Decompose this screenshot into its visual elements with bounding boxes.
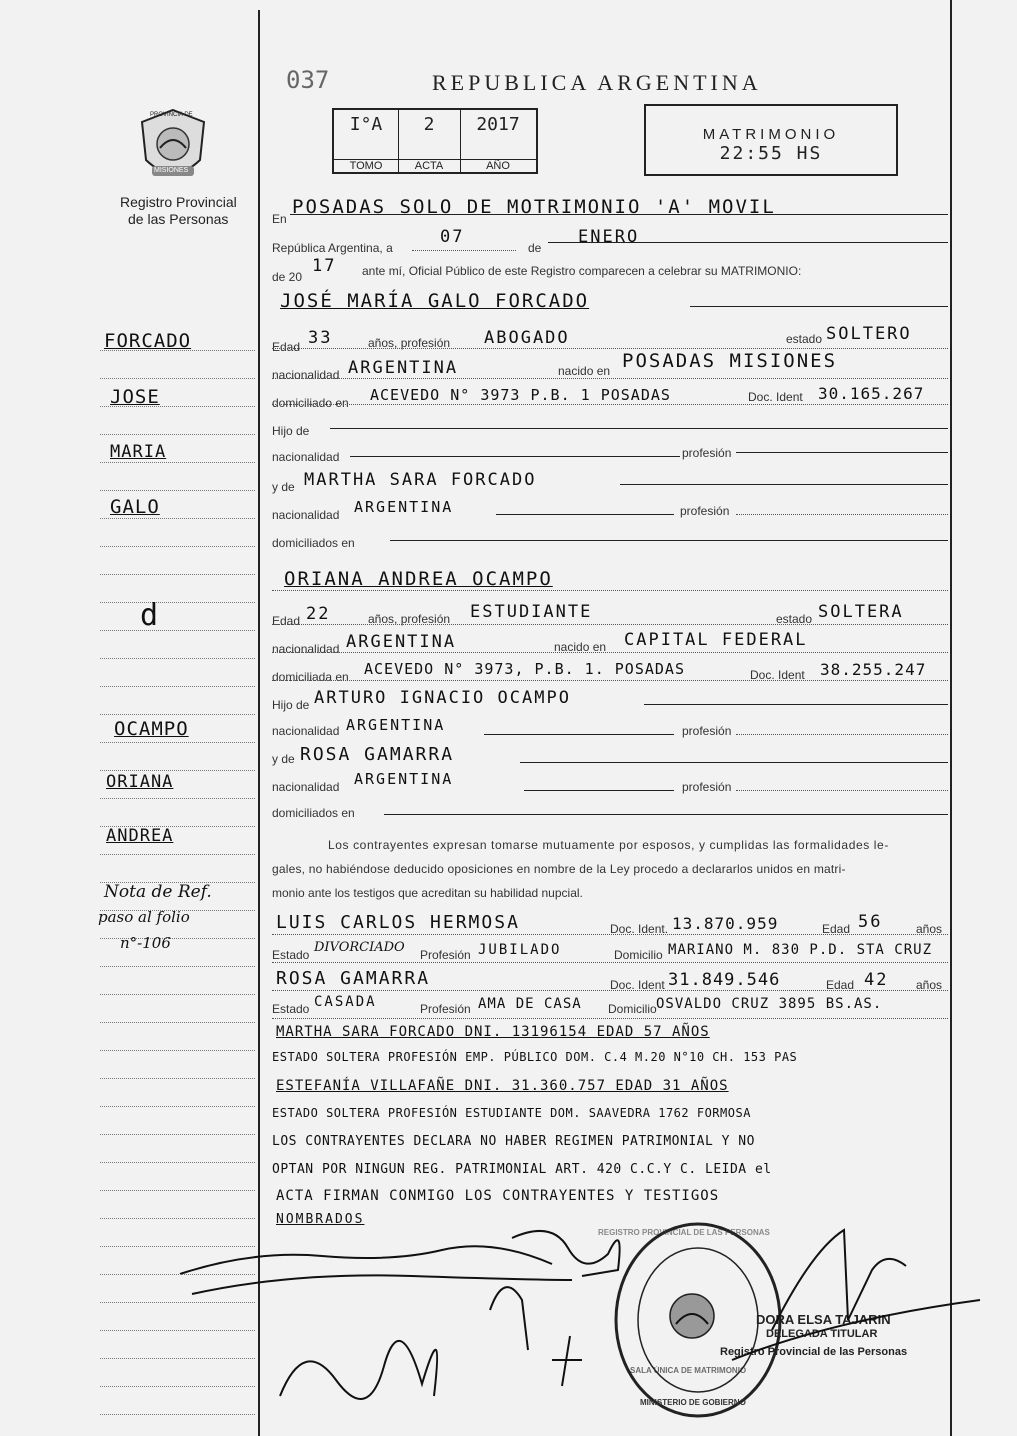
ceremony-place: POSADAS SOLO DE MOTRIMONIO 'A' MOVIL xyxy=(292,196,776,218)
bride-father-nationality: ARGENTINA xyxy=(346,716,446,734)
note-line-4: ESTADO SOLTERA PROFESIÓN ESTUDIANTE DOM. SAAVEDRA 1762 FORMOSA xyxy=(272,1106,751,1120)
witness2-profession: AMA DE CASA xyxy=(478,996,582,1012)
bride-father: ARTURO IGNACIO OCAMPO xyxy=(314,688,571,708)
record-number-box xyxy=(332,108,538,174)
bride-doms-label: domiciliados en xyxy=(272,806,355,820)
bride-hijo-label: Hijo de xyxy=(272,698,310,712)
bride-nacido-label: nacido en xyxy=(554,640,607,654)
bride-mother-nationality: ARGENTINA xyxy=(354,770,454,788)
note-line-1: MARTHA SARA FORCADO DNI. 13196154 EDAD 57 AÑOS xyxy=(276,1024,710,1040)
witness1-age: 56 xyxy=(858,912,883,932)
witness2-doc-label: Doc. Ident xyxy=(610,978,665,992)
handwritten-signatures xyxy=(172,1210,992,1420)
witness2-address: OSVALDO CRUZ 3895 BS.AS. xyxy=(656,996,883,1012)
officer-name: DORA ELSA TAJARIN xyxy=(756,1312,891,1327)
tomo-label: TOMO xyxy=(334,159,398,172)
acta-value: 2 xyxy=(423,114,435,135)
witness1-profession: JUBILADO xyxy=(478,942,562,958)
groom-profession: ABOGADO xyxy=(484,328,570,348)
matrimonio-label: MATRIMONIO xyxy=(702,126,840,143)
note-line-6: OPTAN POR NINGUN REG. PATRIMONIAL ART. 420 C.C.Y C. LEIDA el xyxy=(272,1162,772,1177)
bride-profession: ESTUDIANTE xyxy=(470,602,593,622)
anio-label: AÑO xyxy=(460,159,536,172)
officer-org: Registro Provincial de las Personas xyxy=(720,1346,908,1358)
witness1-doc-label: Doc. Ident. xyxy=(610,922,669,936)
en-label: En xyxy=(272,212,287,226)
groom-dom-label: domiciliado en xyxy=(272,396,349,410)
note-line-7: ACTA FIRMAN CONMIGO LOS CONTRAYENTES Y TESTIGOS xyxy=(276,1188,720,1204)
anio-value: 2017 xyxy=(476,114,520,135)
bride-mother-nac-label: nacionalidad xyxy=(272,780,340,794)
witness1-edad-label: Edad xyxy=(822,922,851,936)
witness1-anios-label: años xyxy=(916,922,943,936)
note-line-5: LOS CONTRAYENTES DECLARA NO HABER REGIMEN PATRIMONIAL Y NO xyxy=(272,1134,755,1149)
groom-yde-label: y de xyxy=(272,480,295,494)
bride-anios-label: años, profesión xyxy=(368,612,451,626)
witness2-age: 42 xyxy=(864,970,889,990)
declaration-line-1: Los contrayentes expresan tomarse mutuamente por esposos, y cumplidas las formalidades le- xyxy=(328,838,889,852)
witness2-name: ROSA GAMARRA xyxy=(276,968,431,989)
stamp-bottom-text: MINISTERIO DE GOBIERNO xyxy=(640,1398,746,1407)
margin-name-8: ANDREA xyxy=(106,826,174,846)
margin-name-4: GALO xyxy=(110,496,160,518)
stamp-ring-text: REGISTRO PROVINCIAL DE LAS PERSONAS xyxy=(598,1228,770,1237)
margin-name-2: JOSE xyxy=(110,386,160,408)
bride-birthplace: CAPITAL FEDERAL xyxy=(624,630,808,650)
witness2-anios-label: años xyxy=(916,978,943,992)
note-line-3: ESTEFANÍA VILLAFAÑE DNI. 31.360.757 EDAD 31 AÑOS xyxy=(276,1078,729,1094)
groom-nac-label: nacionalidad xyxy=(272,368,340,382)
witness2-edad-label: Edad xyxy=(826,978,855,992)
groom-doms-label: domiciliados en xyxy=(272,536,355,550)
country-title: REPUBLICA ARGENTINA xyxy=(432,70,762,95)
bride-dom-label: domiciliada en xyxy=(272,670,349,684)
margin-name-3: MARIA xyxy=(110,442,167,462)
bride-address: ACEVEDO N° 3973, P.B. 1. POSADAS xyxy=(364,660,685,678)
bride-nationality: ARGENTINA xyxy=(346,632,457,652)
ceremony-year: 17 xyxy=(312,256,337,276)
groom-birthplace: POSADAS MISIONES xyxy=(622,350,838,372)
groom-mother: MARTHA SARA FORCADO xyxy=(304,470,537,490)
witness1-estado-label: Estado xyxy=(272,948,310,962)
witness2-document: 31.849.546 xyxy=(668,970,781,990)
ceremony-month: ENERO xyxy=(578,227,640,247)
bride-estado-label: estado xyxy=(776,612,813,626)
bride-father-prof-label: profesión xyxy=(682,724,732,738)
witness1-dom-label: Domicilio xyxy=(614,948,663,962)
groom-address: ACEVEDO N° 3973 P.B. 1 POSADAS xyxy=(370,386,671,404)
groom-mother-prof-label: profesión xyxy=(680,504,730,518)
note-line-8: NOMBRADOS xyxy=(276,1212,365,1227)
witness2-prof-label: Profesión xyxy=(420,1002,471,1016)
groom-nationality: ARGENTINA xyxy=(348,358,459,378)
margin-name-5: d xyxy=(140,598,160,633)
acta-label: ACTA xyxy=(398,159,460,172)
matrimonio-box xyxy=(644,104,898,176)
bride-mother-prof-label: profesión xyxy=(682,780,732,794)
witness2-dom-label: Domicilio xyxy=(608,1002,657,1016)
de20-label: de 20 xyxy=(272,270,303,284)
registry-name-line2: de las Personas xyxy=(128,211,229,227)
seal-bottom-text: MISIONES xyxy=(154,167,189,174)
de-label: de xyxy=(528,241,542,255)
note-line-2: ESTADO SOLTERA PROFESIÓN EMP. PÚBLICO DOM. C.4 M.20 N°10 CH. 153 PAS xyxy=(272,1050,798,1064)
witness1-prof-label: Profesión xyxy=(420,948,471,962)
margin-name-1: FORCADO xyxy=(104,330,192,352)
bride-yde-label: y de xyxy=(272,752,295,766)
bride-edad-label: Edad xyxy=(272,614,301,628)
groom-mother-nac-label: nacionalidad xyxy=(272,508,340,522)
groom-nacido-label: nacido en xyxy=(558,364,611,378)
groom-age: 33 xyxy=(308,328,333,348)
provincial-seal xyxy=(138,108,208,188)
groom-father-prof-label: profesión xyxy=(682,446,732,460)
groom-mother-nationality: ARGENTINA xyxy=(354,498,454,516)
margin-note-line-1: Nota de Ref. xyxy=(104,882,212,902)
bride-doc-label: Doc. Ident xyxy=(750,668,805,682)
bride-document: 38.255.247 xyxy=(820,660,927,679)
bride-nac-label: nacionalidad xyxy=(272,642,340,656)
witness2-estado-label: Estado xyxy=(272,1002,310,1016)
bride-father-nac-label: nacionalidad xyxy=(272,724,340,738)
bride-age: 22 xyxy=(306,604,331,624)
margin-name-6: OCAMPO xyxy=(114,718,189,740)
officer-title: DELEGADA TITULAR xyxy=(766,1328,878,1340)
ante-mi-text: ante mí, Oficial Público de este Registro comparecen a celebrar su MATRIMONIO: xyxy=(362,264,802,278)
witness1-name: LUIS CARLOS HERMOSA xyxy=(276,912,520,933)
republica-label: República Argentina, a xyxy=(272,241,393,255)
declaration-line-2: gales, no habiéndose deducido oposiciones en nombre de la Ley procedo a declararlos unidos en matri- xyxy=(272,862,846,876)
registry-name-line1: Registro Provincial xyxy=(120,194,237,210)
margin-note-line-2: paso al folio xyxy=(98,908,190,926)
bride-marital-status: SOLTERA xyxy=(818,602,904,622)
groom-estado-label: estado xyxy=(786,332,823,346)
ceremony-day: 07 xyxy=(440,227,465,247)
margin-note-line-3: n°-106 xyxy=(120,934,171,952)
groom-marital-status: SOLTERO xyxy=(826,324,912,344)
bride-mother: ROSA GAMARRA xyxy=(300,744,455,765)
groom-document: 30.165.267 xyxy=(818,384,925,403)
bride-full-name: ORIANA ANDREA OCAMPO xyxy=(284,568,553,590)
groom-hijo-label: Hijo de xyxy=(272,424,310,438)
declaration-line-3: monio ante los testigos que acreditan su habilidad nupcial. xyxy=(272,886,583,900)
groom-full-name: JOSÉ MARÍA GALO FORCADO xyxy=(280,290,590,312)
groom-father-nac-label: nacionalidad xyxy=(272,450,340,464)
stamp-inner-text: SALA ÚNICA DE MATRIMONIO xyxy=(630,1366,747,1375)
page-number: 037 xyxy=(286,66,330,94)
witness1-document: 13.870.959 xyxy=(672,914,779,933)
tomo-value: I°A xyxy=(349,114,383,135)
groom-doc-label: Doc. Ident xyxy=(748,390,803,404)
witness1-address: MARIANO M. 830 P.D. STA CRUZ xyxy=(668,942,933,958)
groom-anios-label: años, profesión xyxy=(368,336,451,350)
witness1-marital-status: DIVORCIADO xyxy=(314,940,405,955)
groom-edad-label: Edad xyxy=(272,340,301,354)
margin-name-7: ORIANA xyxy=(106,772,174,792)
seal-top-text: PROVINCIA DE xyxy=(150,112,193,118)
witness2-marital-status: CASADA xyxy=(314,994,377,1010)
ceremony-time: 22:55 HS xyxy=(719,143,823,164)
